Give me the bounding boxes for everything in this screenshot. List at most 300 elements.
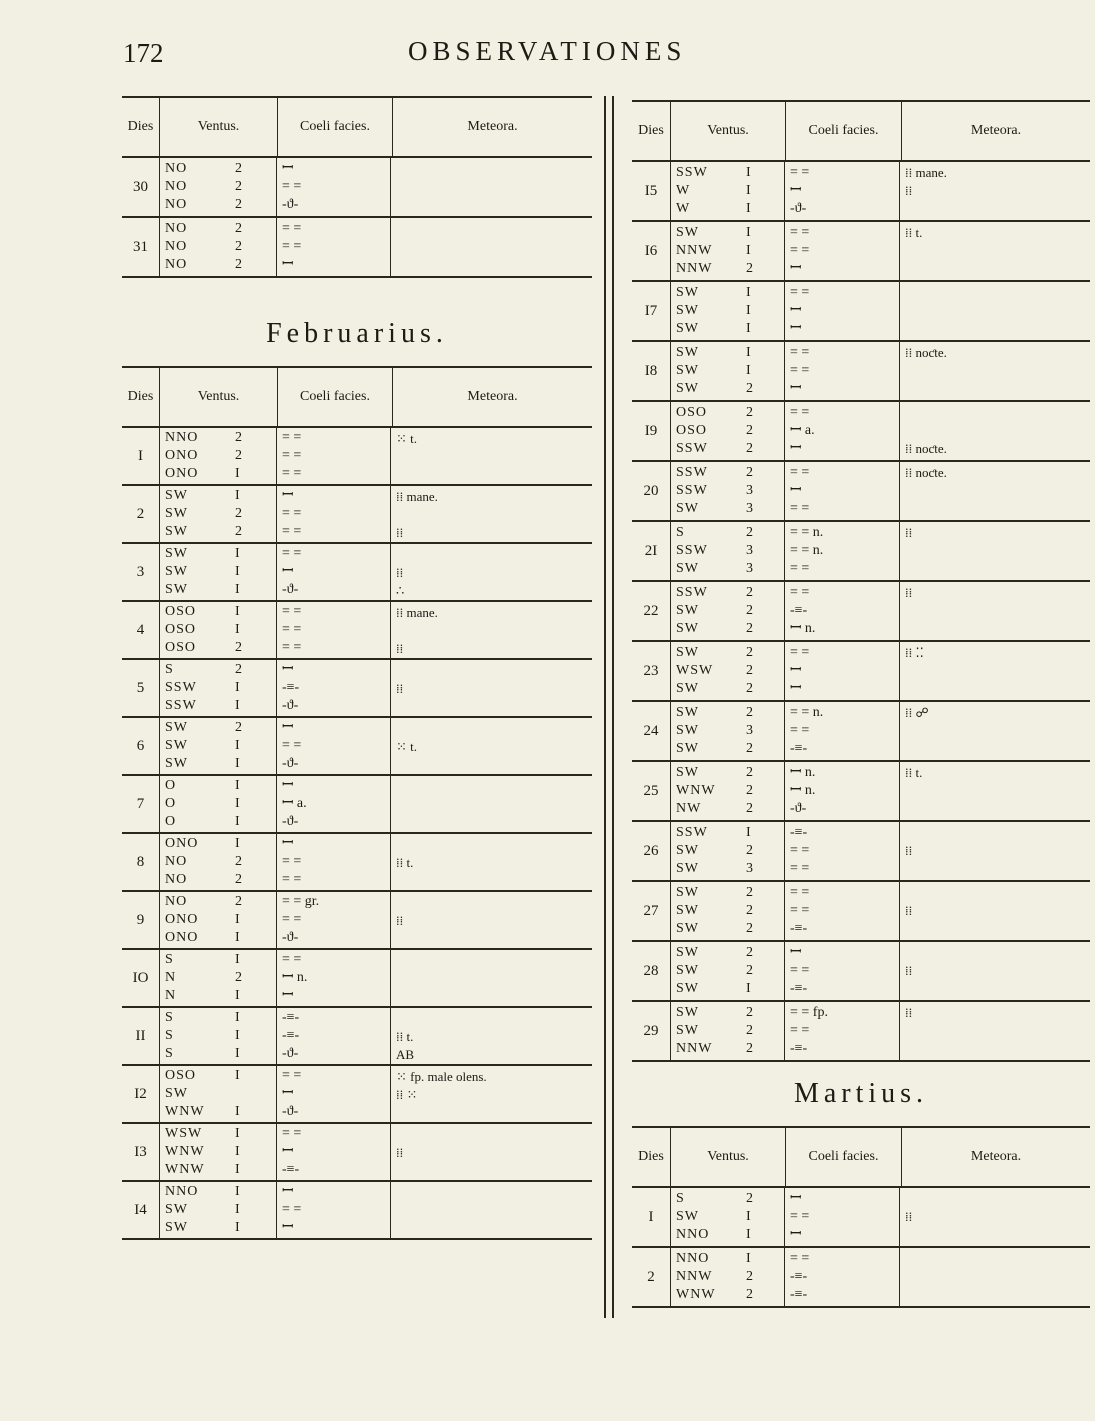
header-meteora bbox=[392, 368, 592, 426]
wind-direction: SSW bbox=[676, 543, 708, 558]
day-row bbox=[122, 834, 592, 892]
meteora-note: ⁞⁞ t. bbox=[396, 1029, 414, 1044]
page-title: OBSERVATIONES bbox=[408, 36, 687, 66]
wind-line bbox=[165, 581, 276, 599]
wind-line bbox=[676, 500, 784, 518]
wind-force: 2 bbox=[746, 801, 753, 816]
wind-force: I bbox=[235, 778, 240, 793]
wind-force bbox=[235, 1085, 255, 1103]
wind-force: 3 bbox=[746, 543, 753, 558]
meteora-note: ⁞⁞ bbox=[905, 525, 913, 540]
wind-force: I bbox=[235, 1202, 240, 1217]
day-number: 2 bbox=[647, 1268, 655, 1285]
meteora-cell bbox=[899, 462, 1090, 520]
wind-line bbox=[676, 380, 784, 398]
wind-direction: W bbox=[676, 201, 691, 216]
wind-line bbox=[676, 860, 784, 878]
wind-line bbox=[165, 621, 276, 639]
sky-symbol: = = bbox=[282, 524, 302, 539]
wind-line bbox=[165, 661, 276, 679]
sky-symbol: = = bbox=[282, 1126, 302, 1141]
table-header bbox=[122, 368, 592, 428]
day-row bbox=[632, 1188, 1090, 1248]
header-ventus-label: Ventus. bbox=[197, 119, 240, 134]
wind-force: I bbox=[235, 564, 240, 579]
wind-line bbox=[165, 871, 276, 889]
wind-force: 2 bbox=[746, 1005, 753, 1020]
wind-line bbox=[165, 238, 276, 256]
header-ventus bbox=[670, 102, 785, 160]
day-row bbox=[122, 1066, 592, 1124]
sky-cell bbox=[276, 428, 390, 484]
wind-line bbox=[676, 662, 784, 680]
wind-force: 2 bbox=[746, 261, 753, 276]
sky-cell bbox=[784, 702, 899, 760]
header-coeli-label: Coeli facies. bbox=[300, 119, 370, 134]
wind-line bbox=[165, 1125, 276, 1143]
wind-cell bbox=[159, 486, 276, 542]
sky-symbol: = = bbox=[790, 585, 810, 600]
wind-force: I bbox=[746, 981, 751, 996]
sky-cell bbox=[276, 1008, 390, 1064]
wind-force: 2 bbox=[235, 221, 242, 236]
wind-line bbox=[676, 962, 784, 980]
day-number: 4 bbox=[136, 621, 145, 638]
wind-force: I bbox=[746, 321, 751, 336]
header-dies: Dies bbox=[127, 119, 154, 134]
wind-cell bbox=[159, 892, 276, 948]
meteora-note: ⁞⁞ bbox=[396, 525, 404, 540]
wind-direction: ONO bbox=[165, 912, 199, 927]
meteora-note: ∴ bbox=[396, 583, 405, 598]
sky-symbol: ꟷ̶ bbox=[282, 1184, 294, 1199]
day-row bbox=[632, 282, 1090, 342]
day-number: I2 bbox=[134, 1085, 147, 1102]
day-number: 22 bbox=[643, 602, 659, 619]
wind-direction: OSO bbox=[165, 604, 197, 619]
wind-force: 2 bbox=[235, 239, 242, 254]
wind-cell bbox=[159, 544, 276, 600]
sky-symbol: ꟷ̶ bbox=[790, 441, 802, 456]
wind-force: 2 bbox=[235, 662, 242, 677]
sky-symbol: = = bbox=[282, 1068, 302, 1083]
wind-direction: SSW bbox=[676, 825, 708, 840]
wind-line bbox=[165, 1067, 276, 1085]
day-row bbox=[122, 1124, 592, 1182]
meteora-cell bbox=[899, 522, 1090, 580]
wind-direction: OSO bbox=[165, 622, 197, 637]
sky-symbol: = = bbox=[790, 843, 810, 858]
day-row bbox=[122, 1182, 592, 1240]
meteora-note bbox=[396, 506, 592, 524]
wind-direction: S bbox=[165, 1046, 174, 1061]
day-row bbox=[632, 762, 1090, 822]
sky-cell bbox=[784, 822, 899, 880]
wind-direction: SW bbox=[676, 1005, 699, 1020]
wind-force: I bbox=[746, 201, 751, 216]
meteora-note bbox=[396, 836, 592, 854]
wind-line bbox=[676, 164, 784, 182]
wind-line bbox=[676, 302, 784, 320]
sky-symbol: = = bbox=[282, 854, 302, 869]
sky-cell bbox=[784, 282, 899, 340]
sky-cell bbox=[784, 1188, 899, 1246]
wind-direction: WSW bbox=[165, 1126, 203, 1141]
day-row bbox=[122, 486, 592, 544]
wind-direction: SW bbox=[676, 561, 699, 576]
wind-direction: SSW bbox=[165, 680, 197, 695]
wind-direction: W bbox=[676, 183, 691, 198]
sky-symbol: -≡- bbox=[790, 741, 808, 756]
meteora-cell bbox=[899, 162, 1090, 220]
meteora-cell bbox=[899, 1248, 1090, 1306]
wind-direction: NNW bbox=[676, 243, 713, 258]
sky-cell bbox=[276, 718, 390, 774]
sky-cell bbox=[276, 834, 390, 890]
wind-line bbox=[676, 722, 784, 740]
wind-cell bbox=[670, 1188, 784, 1246]
sky-symbol: ꟷ̶ bbox=[282, 988, 294, 1003]
day-number: 7 bbox=[136, 795, 145, 812]
wind-direction: O bbox=[165, 796, 177, 811]
wind-direction: OSO bbox=[676, 405, 708, 420]
meteora-note: ⁙ t. bbox=[396, 431, 418, 446]
wind-force: I bbox=[235, 622, 240, 637]
header-dies: Dies bbox=[127, 389, 154, 404]
wind-line bbox=[165, 196, 276, 214]
wind-line bbox=[676, 224, 784, 242]
meteora-note bbox=[905, 422, 1090, 440]
wind-force: 2 bbox=[235, 161, 242, 176]
sky-cell bbox=[276, 892, 390, 948]
sky-symbol: = = bbox=[790, 1251, 810, 1266]
wind-cell bbox=[159, 218, 276, 276]
day-row bbox=[632, 882, 1090, 942]
wind-line bbox=[676, 980, 784, 998]
sky-symbol: = = bbox=[790, 903, 810, 918]
day-row bbox=[632, 1002, 1090, 1062]
sky-symbol: ꟷ̶ bbox=[790, 303, 802, 318]
sky-cell bbox=[276, 544, 390, 600]
wind-force: 3 bbox=[746, 561, 753, 576]
sky-cell bbox=[784, 582, 899, 640]
wind-force: 2 bbox=[235, 970, 242, 985]
wind-line bbox=[165, 853, 276, 871]
wind-line bbox=[676, 680, 784, 698]
meteora-note bbox=[396, 1126, 592, 1144]
header-meteora-label: Meteora. bbox=[970, 1149, 1022, 1164]
sky-cell bbox=[784, 882, 899, 940]
wind-direction: SW bbox=[165, 546, 188, 561]
sky-symbol: = = bbox=[790, 363, 810, 378]
day-number: I8 bbox=[644, 362, 658, 379]
wind-line bbox=[676, 422, 784, 440]
wind-force: I bbox=[235, 604, 240, 619]
meteora-note: ⁞⁞ bbox=[905, 1209, 913, 1224]
meteora-cell bbox=[899, 642, 1090, 700]
wind-line bbox=[676, 560, 784, 578]
wind-direction: SW bbox=[676, 945, 699, 960]
wind-direction: OSO bbox=[165, 1068, 197, 1083]
wind-direction: SW bbox=[165, 756, 188, 771]
meteora-note bbox=[396, 872, 592, 890]
sky-symbol: ꟷ̶ n. bbox=[790, 783, 816, 798]
wind-direction: NO bbox=[165, 179, 188, 194]
sky-symbol: ꟷ̶ a. bbox=[790, 423, 815, 438]
sky-symbol: -ϑ- bbox=[790, 201, 807, 216]
wind-force: I bbox=[235, 1162, 240, 1177]
day-number: 6 bbox=[136, 737, 145, 754]
wind-line bbox=[676, 800, 784, 818]
sky-symbol: ꟷ̶ bbox=[282, 836, 294, 851]
sky-cell bbox=[784, 942, 899, 1000]
wind-direction: SW bbox=[676, 603, 699, 618]
sky-symbol: = = bbox=[790, 561, 810, 576]
february-days-continued bbox=[632, 162, 1090, 1062]
wind-line bbox=[165, 487, 276, 505]
wind-line bbox=[676, 704, 784, 722]
wind-line bbox=[165, 639, 276, 657]
header-meteora bbox=[901, 1128, 1090, 1186]
wind-line bbox=[676, 782, 784, 800]
wind-force: 2 bbox=[746, 645, 753, 660]
header-ventus bbox=[159, 368, 277, 426]
meteora-note bbox=[396, 448, 592, 466]
wind-cell bbox=[159, 718, 276, 774]
wind-line bbox=[165, 679, 276, 697]
wind-direction: OSO bbox=[676, 423, 708, 438]
wind-direction: O bbox=[165, 778, 177, 793]
wind-force: I bbox=[235, 1144, 240, 1159]
sky-cell bbox=[784, 342, 899, 400]
wind-force: I bbox=[746, 303, 751, 318]
meteora-note bbox=[396, 756, 592, 774]
wind-line bbox=[676, 1022, 784, 1040]
wind-direction: SW bbox=[165, 488, 188, 503]
wind-cell bbox=[159, 950, 276, 1006]
sky-symbol: = = bbox=[790, 285, 810, 300]
meteora-cell bbox=[390, 1124, 592, 1180]
wind-direction: SW bbox=[676, 921, 699, 936]
meteora-note bbox=[396, 930, 592, 948]
wind-force: 3 bbox=[746, 861, 753, 876]
day-number: I6 bbox=[644, 242, 658, 259]
sky-symbol: = = n. bbox=[790, 543, 824, 558]
header-ventus-label: Ventus. bbox=[707, 1149, 749, 1164]
day-row bbox=[632, 162, 1090, 222]
wind-line bbox=[676, 524, 784, 542]
wind-direction: SW bbox=[676, 303, 699, 318]
sky-symbol: ꟷ̶ bbox=[790, 321, 802, 336]
wind-force: 2 bbox=[235, 448, 242, 463]
sky-cell bbox=[784, 1002, 899, 1060]
meteora-note bbox=[905, 1190, 1090, 1208]
sky-symbol: = = bbox=[282, 239, 302, 254]
meteora-cell bbox=[390, 428, 592, 484]
day-number: 26 bbox=[643, 842, 659, 859]
header-coeli bbox=[277, 368, 392, 426]
sky-symbol: = = bbox=[790, 963, 810, 978]
wind-line bbox=[676, 362, 784, 380]
meteora-note: ⁞⁞ bbox=[905, 903, 913, 918]
wind-direction: SW bbox=[676, 1023, 699, 1038]
wind-force: 2 bbox=[746, 903, 753, 918]
wind-direction: S bbox=[676, 525, 685, 540]
sky-symbol: = = bbox=[282, 448, 302, 463]
sky-symbol: -≡- bbox=[790, 921, 808, 936]
wind-line bbox=[165, 1201, 276, 1219]
meteora-cell bbox=[390, 602, 592, 658]
sky-symbol: -≡- bbox=[790, 1041, 808, 1056]
wind-direction: NO bbox=[165, 854, 188, 869]
sky-cell bbox=[276, 1182, 390, 1238]
sky-symbol: = = bbox=[790, 405, 810, 420]
sky-symbol: -ϑ- bbox=[790, 801, 807, 816]
meteora-note: AB bbox=[396, 1047, 415, 1062]
wind-direction: ONO bbox=[165, 836, 199, 851]
day-number: 31 bbox=[133, 238, 148, 255]
wind-direction: S bbox=[676, 1191, 685, 1206]
wind-direction: NO bbox=[165, 197, 188, 212]
wind-force: 2 bbox=[746, 1191, 753, 1206]
wind-force: I bbox=[235, 1010, 240, 1025]
meteora-note bbox=[396, 622, 592, 640]
wind-line bbox=[165, 795, 276, 813]
sky-symbol: ꟷ̶ bbox=[282, 1086, 294, 1101]
wind-direction: NNO bbox=[676, 1227, 710, 1242]
wind-line bbox=[676, 1190, 784, 1208]
sky-symbol: -ϑ- bbox=[282, 197, 299, 212]
wind-direction: SW bbox=[676, 963, 699, 978]
wind-direction: SSW bbox=[676, 441, 708, 456]
column-divider bbox=[604, 96, 614, 1318]
sky-symbol: = = n. bbox=[790, 525, 824, 540]
wind-force: I bbox=[235, 988, 240, 1003]
january-days bbox=[122, 158, 592, 278]
wind-line bbox=[676, 842, 784, 860]
day-number: I5 bbox=[644, 182, 658, 199]
wind-direction: SW bbox=[676, 981, 699, 996]
wind-force: I bbox=[235, 1068, 240, 1083]
day-number: 8 bbox=[136, 853, 145, 870]
meteora-note: ⁞⁞ noƈte. bbox=[905, 465, 947, 480]
wind-force: I bbox=[235, 952, 240, 967]
day-row bbox=[122, 602, 592, 660]
table-header bbox=[122, 98, 592, 158]
day-number: 20 bbox=[643, 482, 659, 499]
day-row bbox=[632, 222, 1090, 282]
wind-force: 2 bbox=[746, 441, 753, 456]
wind-force: 2 bbox=[746, 843, 753, 858]
sky-symbol: ꟷ̶ bbox=[790, 381, 802, 396]
wind-direction: SW bbox=[165, 564, 188, 579]
meteora-note: ⁞⁞ ⁚⁚ bbox=[905, 645, 924, 660]
day-number: II bbox=[135, 1027, 146, 1044]
wind-force: 2 bbox=[746, 945, 753, 960]
wind-line bbox=[676, 182, 784, 200]
wind-cell bbox=[670, 342, 784, 400]
sky-cell bbox=[784, 222, 899, 280]
wind-direction: ONO bbox=[165, 448, 199, 463]
wind-force: I bbox=[235, 756, 240, 771]
wind-direction: NO bbox=[165, 257, 188, 272]
wind-direction: SW bbox=[676, 645, 699, 660]
meteora-cell bbox=[390, 1182, 592, 1238]
wind-direction: WNW bbox=[165, 1104, 205, 1119]
sky-symbol: -≡- bbox=[790, 981, 808, 996]
wind-line bbox=[676, 884, 784, 902]
wind-force: 2 bbox=[235, 197, 242, 212]
wind-force: 2 bbox=[235, 524, 242, 539]
sky-symbol: ꟷ̶ bbox=[282, 662, 294, 677]
meteora-note: ⁞⁞ noƈte. bbox=[905, 441, 947, 456]
wind-force: 2 bbox=[235, 640, 242, 655]
sky-symbol: -≡- bbox=[790, 825, 808, 840]
sky-symbol: ꟷ̶ bbox=[282, 1144, 294, 1159]
wind-line bbox=[165, 429, 276, 447]
meteora-cell bbox=[390, 1066, 592, 1122]
wind-force: 2 bbox=[746, 1023, 753, 1038]
wind-line bbox=[165, 505, 276, 523]
day-number: I bbox=[648, 1208, 654, 1225]
header-ventus bbox=[159, 98, 277, 156]
sky-symbol: -ϑ- bbox=[282, 698, 299, 713]
sky-symbol: ꟷ̶ bbox=[790, 663, 802, 678]
sky-symbol: -ϑ- bbox=[282, 756, 299, 771]
meteora-cell bbox=[390, 486, 592, 542]
wind-direction: SW bbox=[676, 285, 699, 300]
wind-line bbox=[165, 1045, 276, 1063]
wind-line bbox=[676, 824, 784, 842]
wind-line bbox=[165, 1085, 276, 1103]
meteora-cell bbox=[390, 158, 592, 216]
wind-force: 2 bbox=[746, 585, 753, 600]
wind-force: I bbox=[746, 1209, 751, 1224]
day-number: I7 bbox=[644, 302, 658, 319]
wind-direction: SW bbox=[676, 1209, 699, 1224]
wind-direction: SW bbox=[676, 681, 699, 696]
wind-force: 2 bbox=[746, 921, 753, 936]
meteora-note bbox=[396, 698, 592, 716]
wind-line bbox=[676, 902, 784, 920]
wind-direction: OSO bbox=[165, 640, 197, 655]
wind-cell bbox=[670, 822, 784, 880]
sky-cell bbox=[276, 602, 390, 658]
wind-cell bbox=[670, 222, 784, 280]
wind-cell bbox=[670, 942, 784, 1000]
sky-symbol: -ϑ- bbox=[282, 814, 299, 829]
wind-force: I bbox=[235, 796, 240, 811]
wind-direction: SW bbox=[676, 843, 699, 858]
wind-cell bbox=[159, 1182, 276, 1238]
sky-cell bbox=[784, 162, 899, 220]
wind-force: 2 bbox=[746, 1269, 753, 1284]
wind-direction: WNW bbox=[676, 1287, 716, 1302]
wind-direction: SW bbox=[676, 363, 699, 378]
march-days bbox=[632, 1188, 1090, 1308]
sky-symbol: -≡- bbox=[282, 1010, 300, 1025]
day-number: 24 bbox=[643, 722, 659, 739]
day-row bbox=[122, 544, 592, 602]
wind-line bbox=[165, 1009, 276, 1027]
meteora-note: ⁞⁞ bbox=[396, 913, 404, 928]
sky-cell bbox=[784, 402, 899, 460]
wind-cell bbox=[670, 1002, 784, 1060]
wind-cell bbox=[159, 1066, 276, 1122]
wind-force: 2 bbox=[746, 1041, 753, 1056]
day-row bbox=[632, 642, 1090, 702]
meteora-note: ⁞⁞ bbox=[905, 183, 913, 198]
